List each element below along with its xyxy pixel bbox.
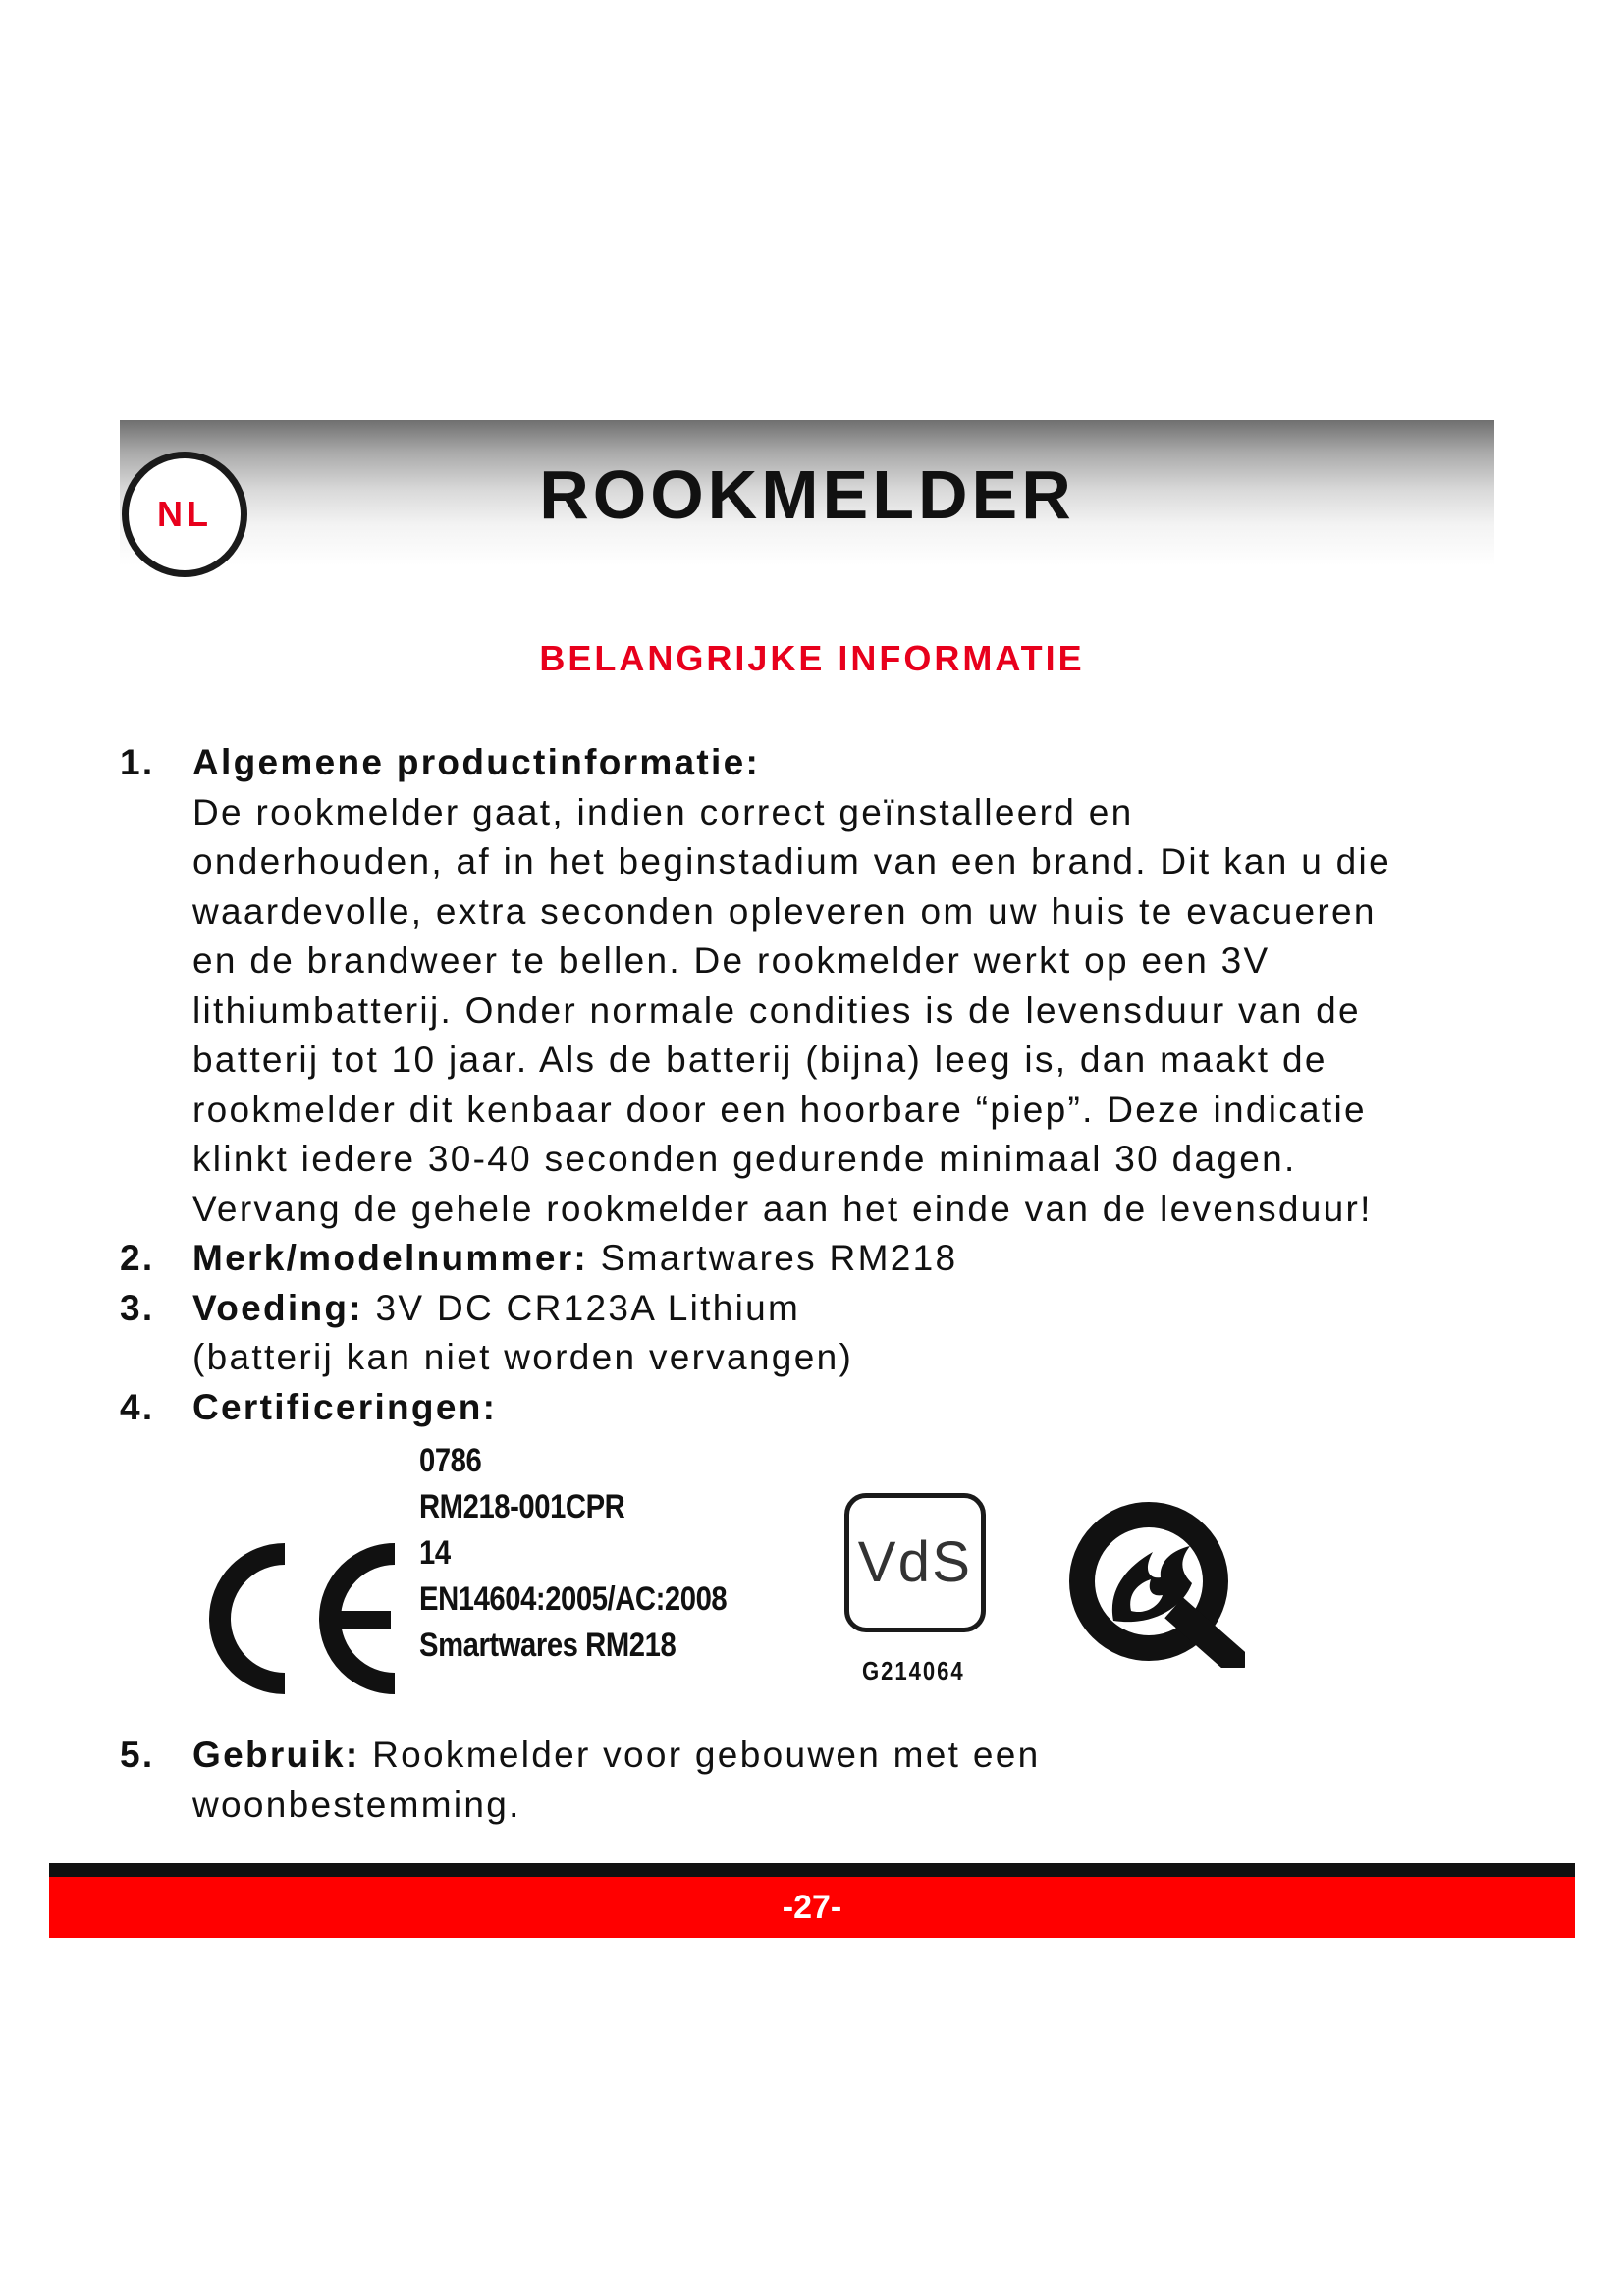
ce-mark-icon <box>192 1536 408 1701</box>
ce-certification-text <box>419 1438 727 1669</box>
cert-line: RM218-001CPR <box>419 1488 625 1525</box>
item-line: en de brandweer te bellen. De rookmelder werkt op een 3V <box>192 940 1271 981</box>
page-number: -27- <box>782 1888 842 1926</box>
item-label: Voeding: <box>192 1287 363 1328</box>
vds-certificate-code: G214064 <box>862 1656 965 1685</box>
page-title: ROOKMELDER <box>539 456 1075 533</box>
cert-line: EN14604:2005/AC:2008 <box>419 1580 728 1618</box>
cert-line: 14 <box>419 1534 451 1572</box>
item-note: (batterij kan niet worden vervangen) <box>192 1337 854 1377</box>
item-value: Rookmelder voor gebouwen met een <box>359 1735 1041 1775</box>
item-number: 2. <box>120 1238 155 1278</box>
info-list <box>120 738 1553 1830</box>
q-mark-icon <box>1068 1501 1245 1668</box>
item-number: 3. <box>120 1287 155 1328</box>
list-item-model <box>120 1234 1553 1284</box>
list-item-usage <box>120 1731 1553 1830</box>
language-badge: NL <box>122 452 247 577</box>
item-line: onderhouden, af in het beginstadium van een brand. Dit kan u die <box>192 841 1391 881</box>
item-line: lithiumbatterij. Onder normale condities is de levensduur van de <box>192 989 1361 1031</box>
cert-line: 0786 <box>419 1442 482 1479</box>
item-label: Certificeringen: <box>192 1386 498 1427</box>
item-label: Gebruik: <box>192 1735 360 1775</box>
footer-bar <box>49 1877 1575 1938</box>
item-line: batterij tot 10 jaar. Als de batterij (bijna) leeg is, dan maakt de <box>192 1040 1327 1080</box>
item-number: 5. <box>120 1735 155 1775</box>
item-label: Algemene productinformatie: <box>192 742 761 782</box>
item-line: waardevolle, extra seconden opleveren om uw huis te evacueren <box>192 890 1377 932</box>
list-item-certifications <box>120 1383 1553 1433</box>
section-subtitle: BELANGRIJKE INFORMATIE <box>539 638 1085 678</box>
item-value: Smartwares RM218 <box>588 1238 958 1278</box>
vds-logo-icon: VdS <box>844 1493 986 1632</box>
item-line: De rookmelder gaat, indien correct geïnstalleerd en <box>192 791 1134 832</box>
item-number: 1. <box>120 742 155 782</box>
item-number: 4. <box>120 1386 155 1427</box>
item-note: woonbestemming. <box>192 1784 521 1825</box>
list-item-power <box>120 1284 1553 1383</box>
item-line: rookmelder dit kenbaar door een hoorbare “piep”. Deze indicatie <box>192 1089 1367 1130</box>
item-line: klinkt iedere 30-40 seconden gedurende minimaal 30 dagen. <box>192 1139 1297 1179</box>
item-line: Vervang de gehele rookmelder aan het einde van de levensduur! <box>192 1188 1373 1229</box>
cert-line: Smartwares RM218 <box>419 1627 677 1664</box>
footer-rule <box>49 1863 1575 1877</box>
item-label: Merk/modelnummer: <box>192 1238 589 1278</box>
item-value: 3V DC CR123A Lithium <box>362 1287 801 1328</box>
certification-logos <box>0 1438 1624 1723</box>
list-item-general-info <box>120 738 1553 1234</box>
